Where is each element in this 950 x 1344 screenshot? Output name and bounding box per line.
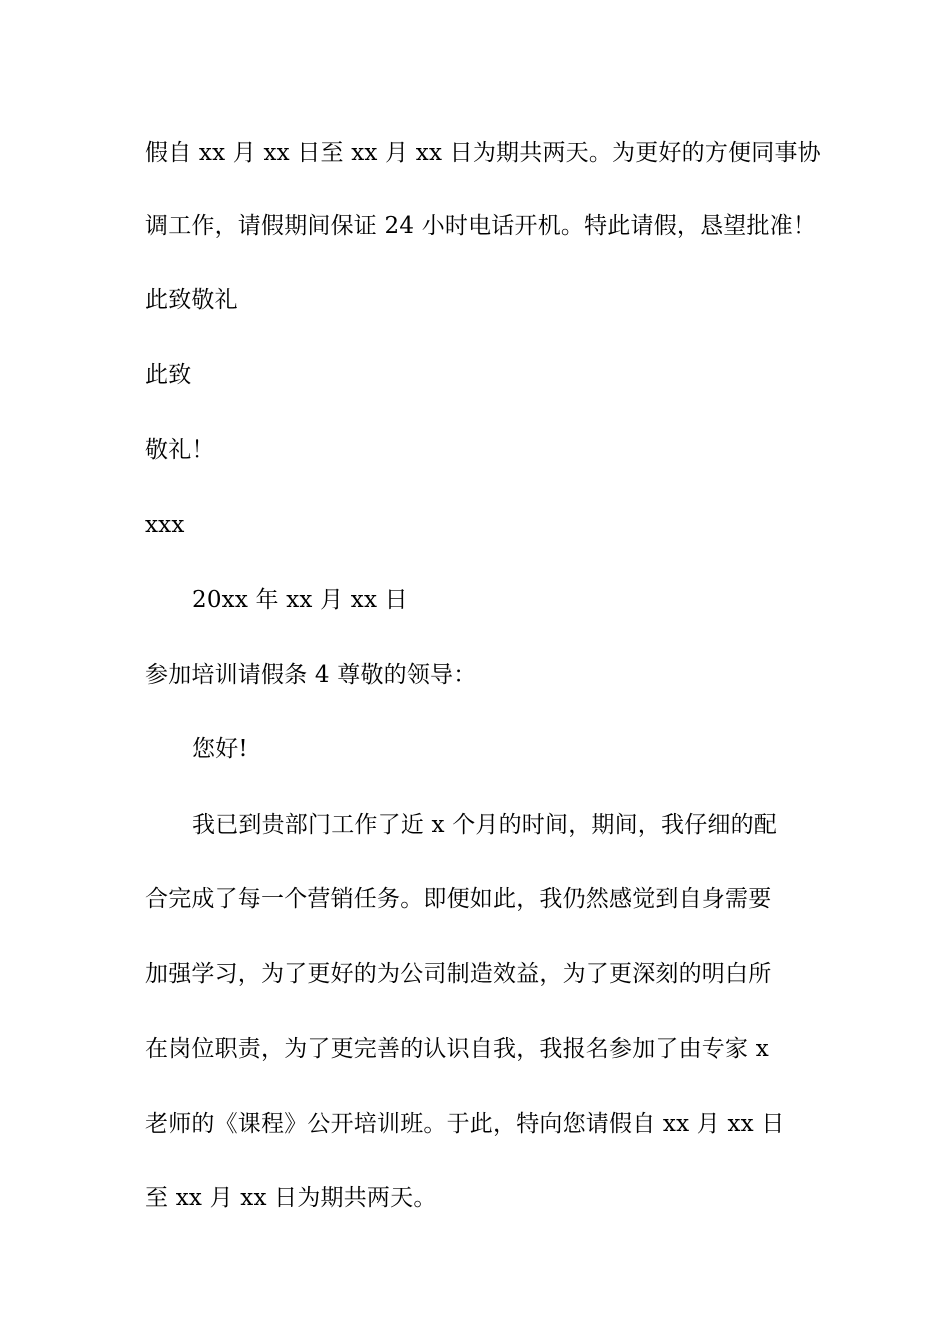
- closing-line: 敬礼！: [145, 437, 215, 463]
- section-heading: 参加培训请假条 4 尊敬的领导：: [145, 662, 477, 688]
- paragraph-line: 调工作，请假期间保证 24 小时电话开机。特此请假，恳望批准！: [145, 213, 817, 239]
- paragraph-line: 假自 xx 月 xx 日至 xx 月 xx 日为期共两天。为更好的方便同事协: [145, 140, 821, 166]
- greeting-line: 您好!: [192, 736, 248, 762]
- paragraph-line: 在岗位职责，为了更完善的认识自我，我报名参加了由专家 x: [145, 1036, 769, 1062]
- paragraph-line: 我已到贵部门工作了近 x 个月的时间，期间，我仔细的配: [192, 812, 777, 838]
- closing-line: 此致: [145, 362, 192, 388]
- paragraph-line: 合完成了每一个营销任务。即便如此，我仍然感觉到自身需要: [145, 886, 772, 912]
- signature-date: 20xx 年 xx 月 xx 日: [192, 587, 408, 613]
- signature-name: xxx: [145, 512, 185, 538]
- paragraph-line: 老师的《课程》公开培训班。于此，特向您请假自 xx 月 xx 日: [145, 1111, 785, 1137]
- paragraph-line: 加强学习，为了更好的为公司制造效益，为了更深刻的明白所: [145, 961, 772, 987]
- paragraph-line: 至 xx 月 xx 日为期共两天。: [145, 1185, 437, 1211]
- closing-line: 此致敬礼: [145, 287, 238, 313]
